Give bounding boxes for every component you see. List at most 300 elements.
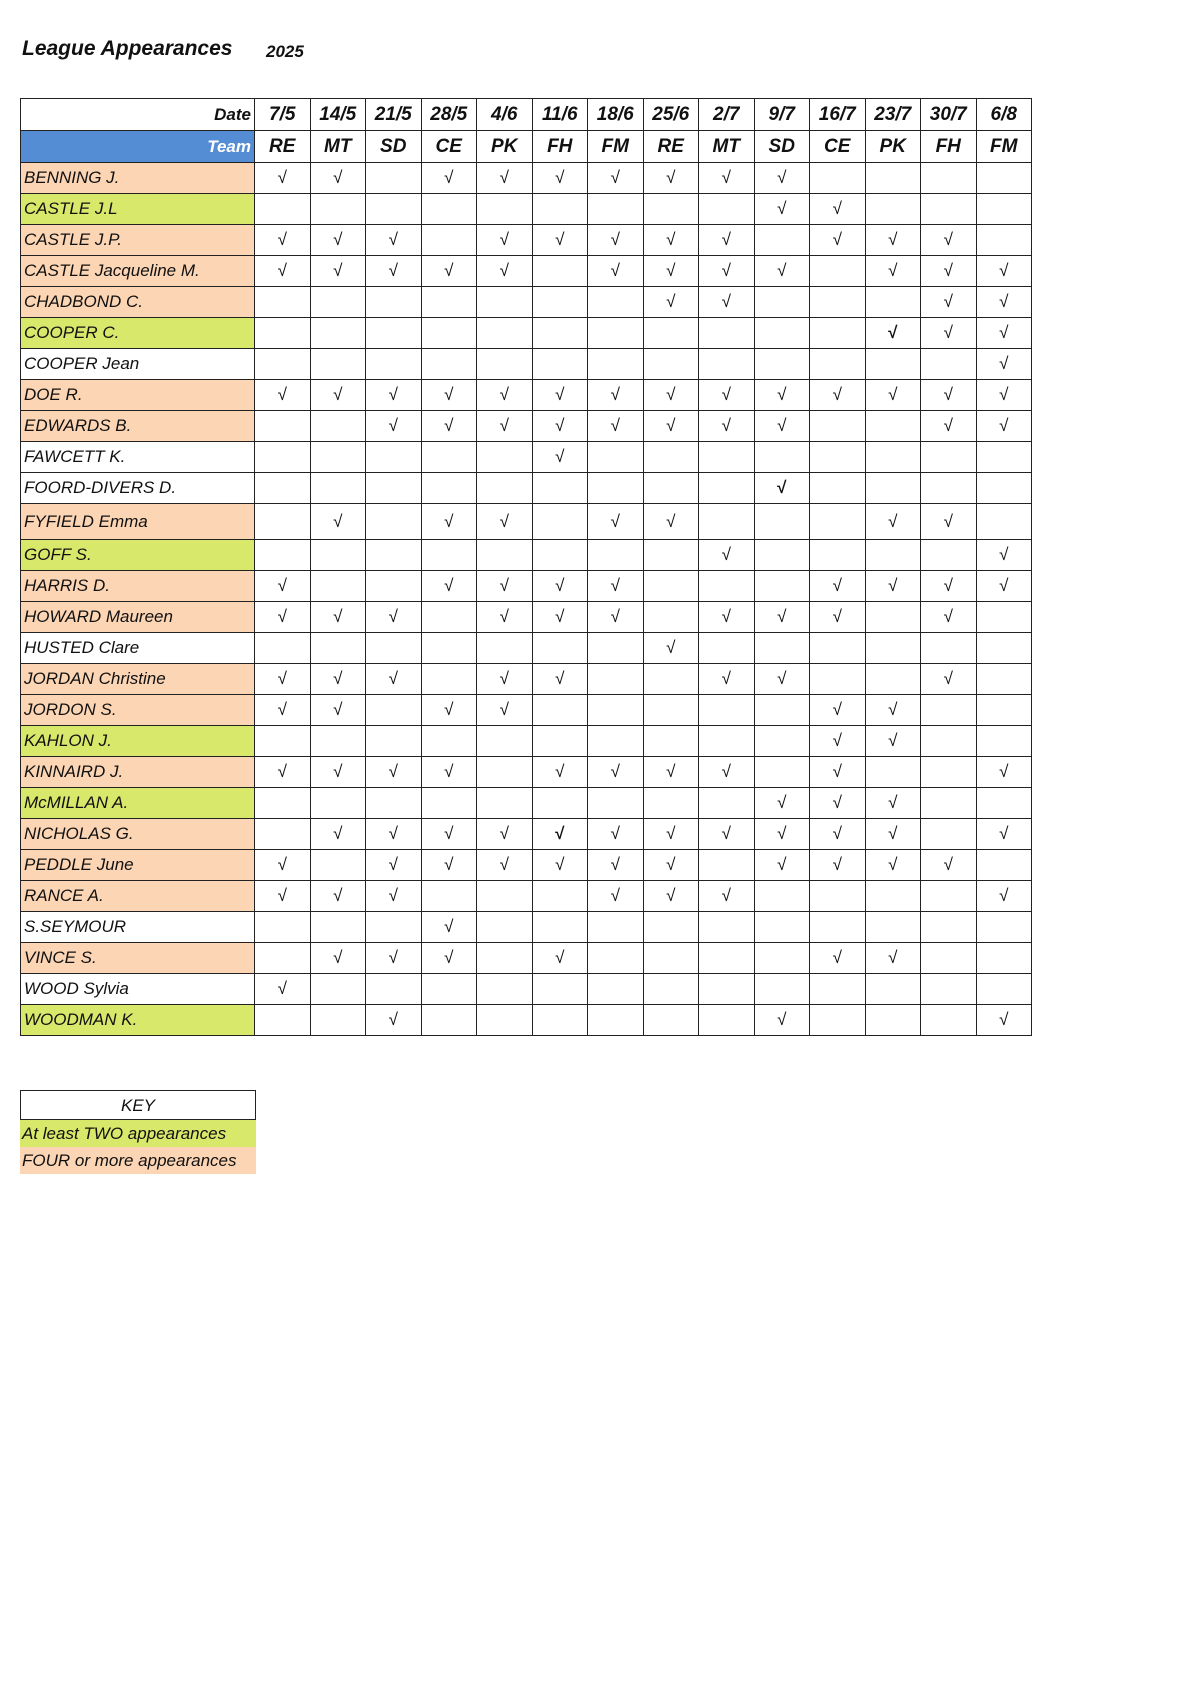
empty-cell	[421, 881, 477, 912]
appearance-check: √	[477, 695, 533, 726]
appearance-check: √	[921, 225, 977, 256]
empty-cell	[366, 726, 422, 757]
appearance-check: √	[810, 380, 866, 411]
empty-cell	[532, 912, 588, 943]
appearance-check: √	[366, 1005, 422, 1036]
appearance-check: √	[310, 225, 366, 256]
appearance-check: √	[976, 411, 1032, 442]
appearance-check: √	[255, 380, 311, 411]
appearance-check: √	[421, 757, 477, 788]
empty-cell	[699, 504, 755, 540]
appearance-check: √	[532, 943, 588, 974]
empty-cell	[310, 788, 366, 819]
player-name: JORDAN Christine	[21, 664, 255, 695]
appearance-check: √	[810, 943, 866, 974]
appearance-check: √	[477, 256, 533, 287]
date-header-cell: 9/7	[754, 99, 810, 131]
player-row	[21, 411, 1032, 442]
appearance-check: √	[643, 757, 699, 788]
appearance-check: √	[810, 194, 866, 225]
appearance-check: √	[921, 256, 977, 287]
player-name: BENNING J.	[21, 163, 255, 194]
appearance-check: √	[699, 256, 755, 287]
appearance-check: √	[921, 664, 977, 695]
appearance-check: √	[865, 504, 921, 540]
appearance-check: √	[643, 819, 699, 850]
empty-cell	[588, 194, 644, 225]
empty-cell	[865, 473, 921, 504]
empty-cell	[921, 726, 977, 757]
empty-cell	[588, 664, 644, 695]
date-header-cell: 2/7	[699, 99, 755, 131]
player-row	[21, 571, 1032, 602]
team-header-cell: FH	[921, 131, 977, 163]
appearance-check: √	[810, 602, 866, 633]
empty-cell	[588, 287, 644, 318]
player-name: NICHOLAS G.	[21, 819, 255, 850]
player-name: EDWARDS B.	[21, 411, 255, 442]
empty-cell	[588, 473, 644, 504]
empty-cell	[532, 287, 588, 318]
empty-cell	[477, 287, 533, 318]
appearance-check: √	[699, 664, 755, 695]
empty-cell	[921, 194, 977, 225]
appearance-check: √	[532, 163, 588, 194]
date-header-cell: 6/8	[976, 99, 1032, 131]
player-row	[21, 442, 1032, 473]
empty-cell	[255, 411, 311, 442]
appearance-check: √	[366, 757, 422, 788]
appearance-check: √	[921, 287, 977, 318]
empty-cell	[477, 974, 533, 1005]
player-name: CASTLE Jacqueline M.	[21, 256, 255, 287]
empty-cell	[865, 664, 921, 695]
player-row	[21, 380, 1032, 411]
team-header-cell: FM	[976, 131, 1032, 163]
appearance-check: √	[310, 602, 366, 633]
empty-cell	[921, 819, 977, 850]
appearance-check: √	[532, 571, 588, 602]
appearance-check: √	[865, 726, 921, 757]
player-name: WOODMAN K.	[21, 1005, 255, 1036]
player-row	[21, 726, 1032, 757]
appearance-check: √	[588, 380, 644, 411]
team-header-cell: RE	[643, 131, 699, 163]
appearance-check: √	[699, 411, 755, 442]
empty-cell	[810, 1005, 866, 1036]
appearance-check: √	[810, 757, 866, 788]
empty-cell	[588, 349, 644, 380]
empty-cell	[976, 695, 1032, 726]
player-name: FOORD-DIVERS D.	[21, 473, 255, 504]
appearance-check: √	[754, 1005, 810, 1036]
empty-cell	[643, 318, 699, 349]
player-row	[21, 912, 1032, 943]
empty-cell	[976, 974, 1032, 1005]
key-two-appearances: At least TWO appearances	[20, 1120, 256, 1147]
empty-cell	[643, 943, 699, 974]
appearance-check: √	[810, 695, 866, 726]
empty-cell	[976, 194, 1032, 225]
empty-cell	[754, 349, 810, 380]
empty-cell	[921, 943, 977, 974]
empty-cell	[366, 912, 422, 943]
appearance-check: √	[421, 943, 477, 974]
empty-cell	[588, 726, 644, 757]
player-name: CASTLE J.L	[21, 194, 255, 225]
appearance-check: √	[477, 664, 533, 695]
appearance-check: √	[366, 380, 422, 411]
empty-cell	[366, 473, 422, 504]
appearance-check: √	[310, 881, 366, 912]
player-row	[21, 695, 1032, 726]
appearance-check: √	[310, 819, 366, 850]
empty-cell	[532, 194, 588, 225]
empty-cell	[865, 602, 921, 633]
player-row	[21, 504, 1032, 540]
key-legend	[20, 1090, 256, 1174]
player-row	[21, 287, 1032, 318]
appearance-check: √	[310, 380, 366, 411]
team-header-cell: FH	[532, 131, 588, 163]
appearance-check: √	[810, 726, 866, 757]
empty-cell	[421, 318, 477, 349]
empty-cell	[754, 881, 810, 912]
appearance-check: √	[588, 850, 644, 881]
player-name: PEDDLE June	[21, 850, 255, 881]
appearance-check: √	[477, 819, 533, 850]
empty-cell	[643, 194, 699, 225]
empty-cell	[421, 540, 477, 571]
appearance-check: √	[754, 788, 810, 819]
appearance-check: √	[865, 788, 921, 819]
empty-cell	[976, 726, 1032, 757]
empty-cell	[865, 881, 921, 912]
appearance-check: √	[421, 695, 477, 726]
appearance-check: √	[588, 504, 644, 540]
team-header-cell: PK	[865, 131, 921, 163]
appearance-check: √	[588, 757, 644, 788]
appearance-check: √	[588, 256, 644, 287]
appearance-check: √	[366, 850, 422, 881]
empty-cell	[643, 974, 699, 1005]
appearance-check: √	[421, 912, 477, 943]
empty-cell	[532, 974, 588, 1005]
appearance-check: √	[421, 571, 477, 602]
empty-cell	[421, 726, 477, 757]
player-row	[21, 473, 1032, 504]
empty-cell	[921, 442, 977, 473]
empty-cell	[754, 943, 810, 974]
empty-cell	[532, 695, 588, 726]
key-four-appearances: FOUR or more appearances	[20, 1147, 256, 1174]
appearance-check: √	[865, 318, 921, 349]
empty-cell	[310, 411, 366, 442]
team-label: Team	[21, 131, 255, 163]
empty-cell	[255, 287, 311, 318]
empty-cell	[810, 411, 866, 442]
empty-cell	[643, 695, 699, 726]
player-name: HARRIS D.	[21, 571, 255, 602]
empty-cell	[976, 788, 1032, 819]
player-name: FYFIELD Emma	[21, 504, 255, 540]
empty-cell	[310, 726, 366, 757]
empty-cell	[643, 473, 699, 504]
player-row	[21, 1005, 1032, 1036]
appearance-check: √	[366, 256, 422, 287]
appearance-check: √	[421, 256, 477, 287]
empty-cell	[754, 225, 810, 256]
player-name: KINNAIRD J.	[21, 757, 255, 788]
empty-cell	[366, 287, 422, 318]
appearance-check: √	[976, 287, 1032, 318]
empty-cell	[255, 726, 311, 757]
empty-cell	[477, 726, 533, 757]
appearance-check: √	[921, 318, 977, 349]
player-name: COOPER Jean	[21, 349, 255, 380]
appearance-check: √	[532, 850, 588, 881]
appearance-check: √	[976, 349, 1032, 380]
empty-cell	[477, 349, 533, 380]
page-title: League Appearances	[22, 37, 233, 60]
appearance-check: √	[310, 256, 366, 287]
appearance-check: √	[643, 411, 699, 442]
appearance-check: √	[810, 850, 866, 881]
empty-cell	[754, 442, 810, 473]
empty-cell	[255, 819, 311, 850]
appearance-check: √	[477, 504, 533, 540]
empty-cell	[366, 571, 422, 602]
appearance-check: √	[532, 380, 588, 411]
appearance-check: √	[865, 225, 921, 256]
appearance-check: √	[810, 819, 866, 850]
empty-cell	[255, 540, 311, 571]
player-row	[21, 256, 1032, 287]
appearance-check: √	[810, 571, 866, 602]
appearance-check: √	[921, 571, 977, 602]
empty-cell	[532, 256, 588, 287]
appearance-check: √	[477, 411, 533, 442]
appearance-check: √	[754, 411, 810, 442]
appearances-table	[20, 98, 1032, 1036]
empty-cell	[865, 757, 921, 788]
appearance-check: √	[643, 256, 699, 287]
empty-cell	[699, 1005, 755, 1036]
appearance-check: √	[588, 819, 644, 850]
appearance-check: √	[421, 411, 477, 442]
appearance-check: √	[366, 411, 422, 442]
player-row	[21, 349, 1032, 380]
empty-cell	[699, 194, 755, 225]
year-label: 2025	[266, 42, 304, 61]
team-header-cell: MT	[699, 131, 755, 163]
appearance-check: √	[532, 664, 588, 695]
appearance-check: √	[976, 318, 1032, 349]
empty-cell	[865, 1005, 921, 1036]
appearance-check: √	[643, 380, 699, 411]
team-header-cell: CE	[810, 131, 866, 163]
empty-cell	[255, 473, 311, 504]
empty-cell	[921, 912, 977, 943]
appearance-check: √	[477, 850, 533, 881]
empty-cell	[643, 442, 699, 473]
empty-cell	[865, 974, 921, 1005]
appearance-check: √	[532, 225, 588, 256]
empty-cell	[921, 788, 977, 819]
empty-cell	[810, 664, 866, 695]
date-header-cell: 11/6	[532, 99, 588, 131]
player-row	[21, 881, 1032, 912]
empty-cell	[643, 349, 699, 380]
empty-cell	[255, 912, 311, 943]
empty-cell	[976, 504, 1032, 540]
empty-cell	[477, 442, 533, 473]
empty-cell	[310, 540, 366, 571]
date-header-cell: 18/6	[588, 99, 644, 131]
appearance-check: √	[921, 504, 977, 540]
empty-cell	[754, 318, 810, 349]
appearance-check: √	[255, 974, 311, 1005]
empty-cell	[865, 194, 921, 225]
appearance-check: √	[255, 225, 311, 256]
empty-cell	[976, 602, 1032, 633]
appearance-check: √	[810, 225, 866, 256]
empty-cell	[366, 442, 422, 473]
empty-cell	[310, 473, 366, 504]
appearance-check: √	[310, 163, 366, 194]
empty-cell	[699, 695, 755, 726]
appearance-check: √	[699, 287, 755, 318]
empty-cell	[255, 318, 311, 349]
player-row	[21, 540, 1032, 571]
empty-cell	[477, 943, 533, 974]
empty-cell	[754, 695, 810, 726]
empty-cell	[532, 788, 588, 819]
empty-cell	[810, 349, 866, 380]
appearance-check: √	[699, 380, 755, 411]
appearance-check: √	[532, 602, 588, 633]
appearance-check: √	[643, 504, 699, 540]
empty-cell	[810, 974, 866, 1005]
empty-cell	[421, 974, 477, 1005]
empty-cell	[865, 287, 921, 318]
empty-cell	[810, 633, 866, 664]
appearance-check: √	[255, 163, 311, 194]
empty-cell	[532, 473, 588, 504]
appearance-check: √	[255, 757, 311, 788]
player-name: HUSTED Clare	[21, 633, 255, 664]
player-row	[21, 194, 1032, 225]
empty-cell	[477, 318, 533, 349]
empty-cell	[421, 1005, 477, 1036]
team-header-cell: SD	[366, 131, 422, 163]
empty-cell	[588, 318, 644, 349]
empty-cell	[421, 602, 477, 633]
appearance-check: √	[699, 163, 755, 194]
empty-cell	[366, 194, 422, 225]
empty-cell	[588, 540, 644, 571]
empty-cell	[255, 943, 311, 974]
empty-cell	[643, 788, 699, 819]
empty-cell	[699, 912, 755, 943]
empty-cell	[532, 633, 588, 664]
player-name: KAHLON J.	[21, 726, 255, 757]
appearance-check: √	[754, 256, 810, 287]
empty-cell	[699, 473, 755, 504]
date-header-cell: 7/5	[255, 99, 311, 131]
empty-cell	[865, 442, 921, 473]
empty-cell	[865, 349, 921, 380]
empty-cell	[699, 349, 755, 380]
player-name: DOE R.	[21, 380, 255, 411]
empty-cell	[588, 912, 644, 943]
empty-cell	[754, 571, 810, 602]
empty-cell	[976, 633, 1032, 664]
player-row	[21, 163, 1032, 194]
appearance-check: √	[921, 380, 977, 411]
empty-cell	[477, 473, 533, 504]
appearance-check: √	[754, 850, 810, 881]
appearance-check: √	[643, 225, 699, 256]
empty-cell	[310, 349, 366, 380]
empty-cell	[643, 912, 699, 943]
player-row	[21, 664, 1032, 695]
player-row	[21, 788, 1032, 819]
empty-cell	[255, 442, 311, 473]
empty-cell	[976, 943, 1032, 974]
empty-cell	[310, 194, 366, 225]
empty-cell	[366, 349, 422, 380]
date-header-cell: 28/5	[421, 99, 477, 131]
empty-cell	[754, 974, 810, 1005]
appearance-check: √	[643, 881, 699, 912]
appearance-check: √	[699, 881, 755, 912]
team-header-row	[21, 131, 1032, 163]
empty-cell	[810, 442, 866, 473]
empty-cell	[643, 540, 699, 571]
empty-cell	[255, 194, 311, 225]
empty-cell	[976, 163, 1032, 194]
appearance-check: √	[366, 819, 422, 850]
appearance-check: √	[976, 881, 1032, 912]
appearance-check: √	[255, 881, 311, 912]
empty-cell	[921, 349, 977, 380]
empty-cell	[310, 442, 366, 473]
date-label: Date	[21, 99, 255, 131]
appearance-check: √	[310, 695, 366, 726]
empty-cell	[310, 287, 366, 318]
appearance-check: √	[310, 504, 366, 540]
empty-cell	[699, 726, 755, 757]
empty-cell	[643, 664, 699, 695]
date-header-cell: 16/7	[810, 99, 866, 131]
empty-cell	[421, 194, 477, 225]
empty-cell	[921, 540, 977, 571]
player-name: JORDON S.	[21, 695, 255, 726]
appearance-check: √	[310, 664, 366, 695]
appearance-check: √	[865, 571, 921, 602]
empty-cell	[865, 411, 921, 442]
appearance-check: √	[754, 163, 810, 194]
empty-cell	[421, 442, 477, 473]
player-row	[21, 602, 1032, 633]
appearance-check: √	[810, 788, 866, 819]
appearance-check: √	[477, 571, 533, 602]
appearance-check: √	[754, 602, 810, 633]
appearance-check: √	[643, 850, 699, 881]
empty-cell	[366, 504, 422, 540]
date-header-cell: 14/5	[310, 99, 366, 131]
